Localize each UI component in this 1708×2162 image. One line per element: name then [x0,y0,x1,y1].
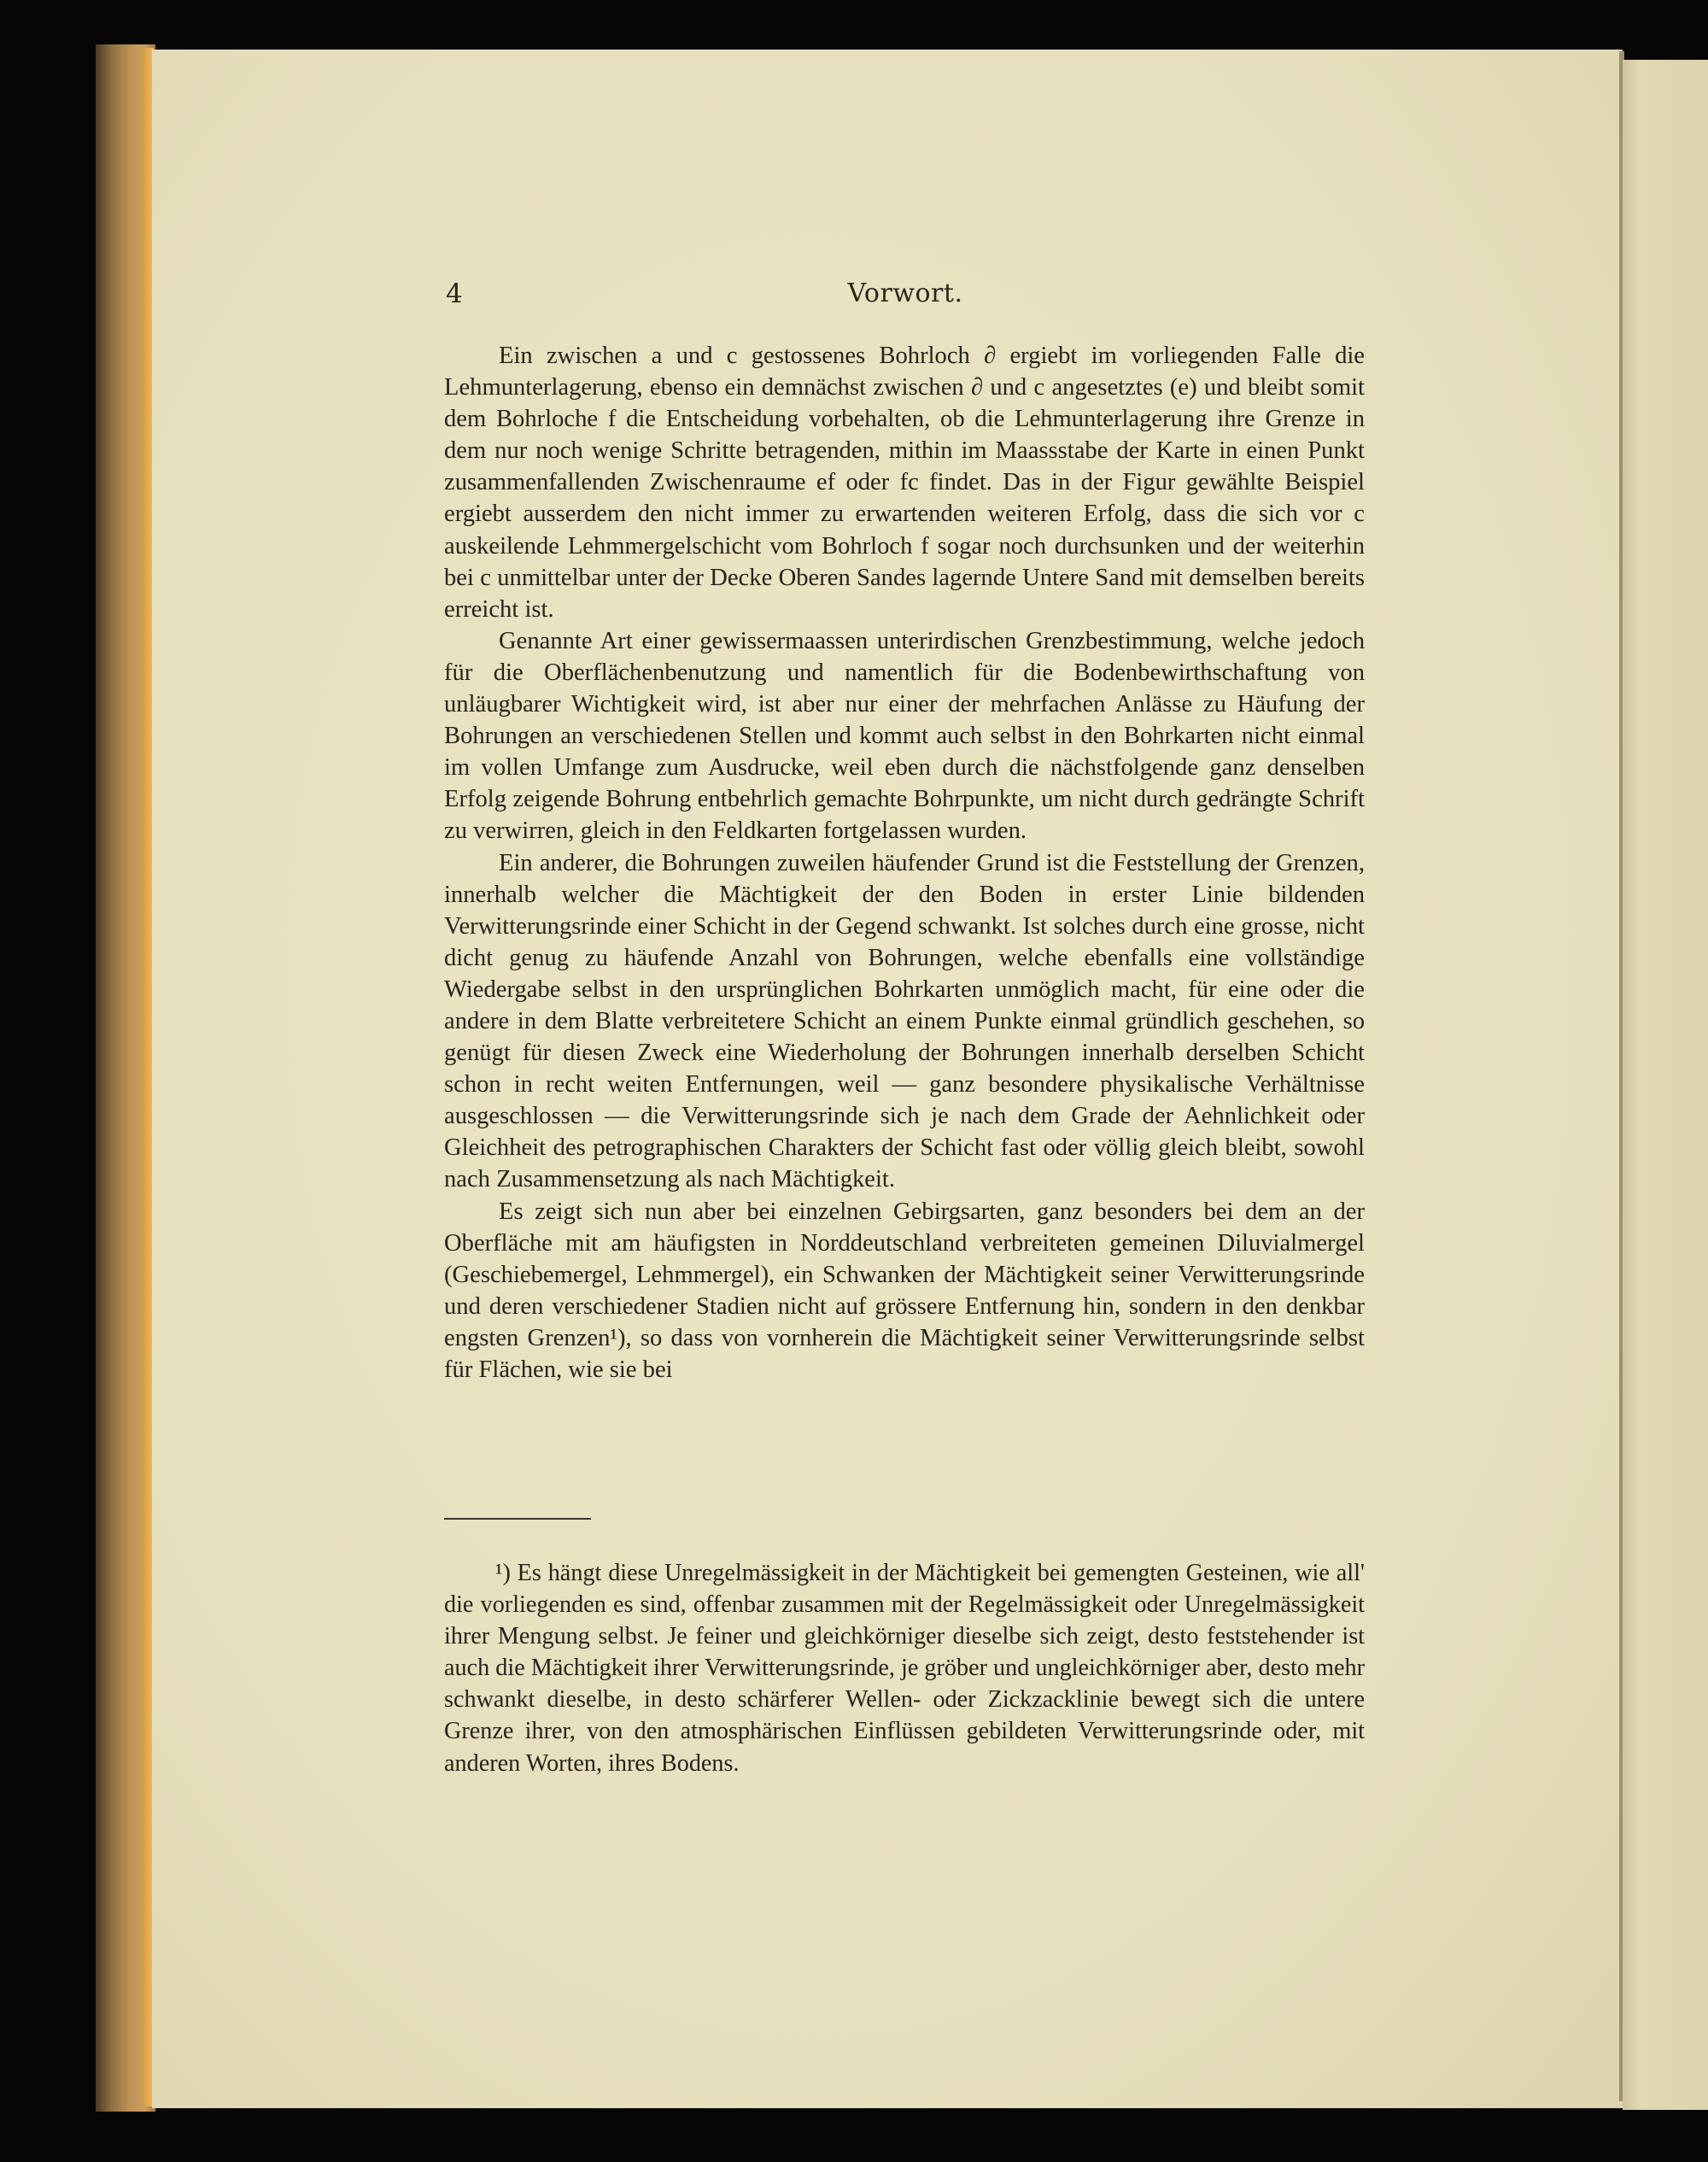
footnote [444,1557,1365,1779]
body-text [444,340,1365,1386]
adjacent-page-edge [1623,60,1708,2110]
footnote-text: ¹) Es hängt diese Unregelmässigkeit in der Mächtigkeit bei gemengten Gesteinen, wie all' die vorliegenden es sind, offenbar zusammen mit der Regelmässigkeit oder Unregelmässigkeit ihrer Mengung selbst. Je feiner und gleichkörniger dieselbe sich zeigt, desto feststehender ist auch die Mächtigkeit ihrer Verwitterungsrinde, je gröber und ungleichkörniger aber, desto mehr schwankt dieselbe, in desto schärferer Wellen- oder Zickzacklinie bewegt sich die untere Grenze ihrer, von den atmosphärischen Einflüssen gebildeten Verwitterungsrinde oder, mit anderen Worten, ihres Bodens. [444,1560,1365,1777]
paragraph: Genannte Art einer gewissermaassen unterirdischen Grenzbestimmung, welche jedoch für die Oberflächenbenutzung und namentlich für die Bodenbewirthschaftung von unläugbarer Wichtigkeit wird, ist aber nur einer der mehrfachen Anlässe zu Häufung der Bohrungen an verschiedenen Stellen und kommt auch selbst in den Bohrkarten nicht einmal im vollen Umfange zum Ausdrucke, weil eben durch die nächstfolgende ganz denselben Erfolg zeigende Bohrung entbehrlich gemachte Bohrpunkte, um nicht durch gedrängte Schrift zu verwirren, gleich in den Feldkarten fortgelassen wurden. [444,627,1365,845]
page-number: 4 [446,278,463,309]
paragraph: Es zeigt sich nun aber bei einzelnen Gebirgsarten, ganz besonders bei dem an der Oberfläche mit am häufigsten in Norddeutschland verbreiteten gemeinen Diluvialmergel (Geschiebemergel, Lehmmergel), ein Schwanken der Mächtigkeit seiner Verwitterungsrinde und deren verschiedener Stadien nicht auf grössere Entfernung hin, sondern in den denkbar engsten Grenzen¹), so dass von vornherein die Mächtigkeit seiner Verwitterungsrinde selbst für Flächen, wie sie bei [444,1198,1365,1383]
running-head: Vorwort. [847,278,963,308]
footnote-separator [444,1518,591,1520]
paragraph: Ein zwischen a und c gestossenes Bohrloch ∂ ergiebt im vorliegenden Falle die Lehmunterlagerung, ebenso ein demnächst zwischen ∂ und c angesetztes (e) und bleibt somit dem Bohrloche f die Entscheidung vorbehalten, ob die Lehmunterlagerung ihre Grenze in dem nur noch wenige Schritte betragenden, mithin im Maassstabe der Karte in einen Punkt zusammenfallenden Zwischenraume ef oder fc findet. Das in der Figur gewählte Beispiel ergiebt ausserdem den nicht immer zu erwartenden weiteren Erfolg, dass die sich vor c auskeilende Lehmmergelschicht vom Bohrloch f sogar noch durchsunken und der weiterhin bei c unmittelbar unter der Decke Oberen Sandes lagernde Untere Sand mit demselben bereits erreicht ist. [444,343,1365,623]
paragraph: Ein anderer, die Bohrungen zuweilen häufender Grund ist die Feststellung der Grenzen, innerhalb welcher die Mächtigkeit der den Boden in erster Linie bildenden Verwitterungsrinde einer Schicht in der Gegend schwankt. Ist solches durch eine grosse, nicht dicht genug zu häufende Anzahl von Bohrungen, welche ebenfalls eine vollständige Wiedergabe selbst in den ursprünglichen Bohrkarten unmöglich macht, für eine oder die andere in dem Blatte verbreitetere Schicht an einem Punkte einmal gründlich geschehen, so genügt für diesen Zweck eine Wiederholung der Bohrungen innerhalb derselben Schicht schon in recht weiten Entfernungen, weil — ganz besondere physikalische Verhältnisse ausgeschlossen — die Verwitterungsrinde sich je nach dem Grade der Aehnlichkeit oder Gleichheit des petrographischen Charakters der Schicht fast oder völlig gleich bleibt, sowohl nach Zusammensetzung als nach Mächtigkeit. [444,849,1365,1193]
page-header [446,278,1365,318]
